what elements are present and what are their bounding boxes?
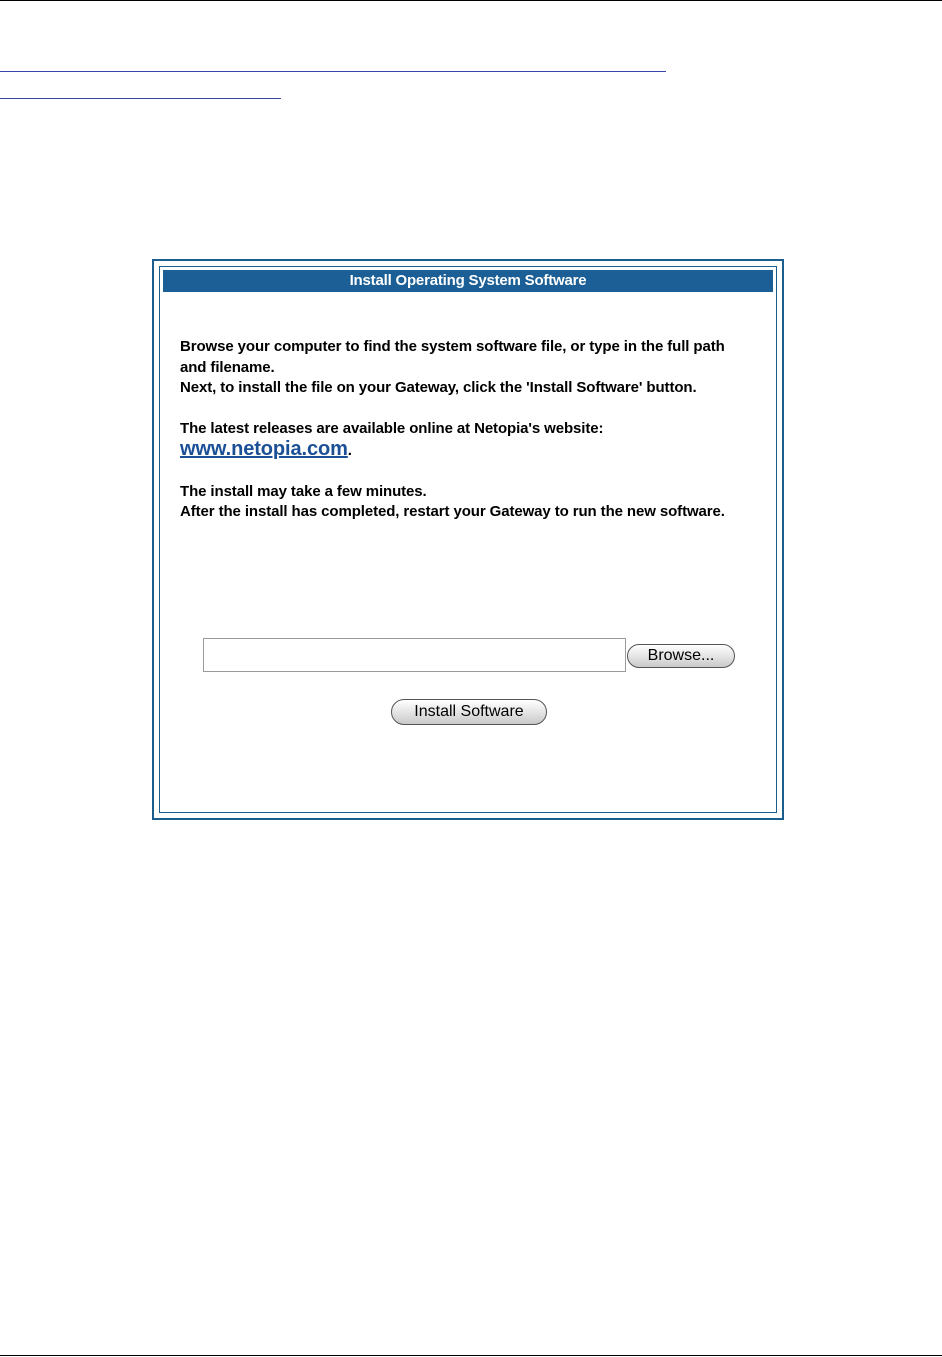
header-link-underline <box>0 98 281 99</box>
instruction-install: Next, to install the file on your Gateway, click the 'Install Software' button. <box>180 379 697 396</box>
browse-button[interactable]: Browse... <box>627 644 735 668</box>
header-link-underline <box>0 71 666 72</box>
note-duration: The install may take a few minutes. <box>180 482 427 500</box>
instruction-browse: Browse your computer to find the system software file, or type in the full path and filename. <box>180 338 725 376</box>
releases-paragraph <box>180 419 755 462</box>
page-top-rule <box>0 0 942 1</box>
note-restart: After the install has completed, restart your Gateway to run the new software. <box>180 503 725 520</box>
instructions-paragraph <box>180 337 755 399</box>
link-suffix: . <box>347 442 352 459</box>
panel-title: Install Operating System Software <box>163 270 773 292</box>
install-software-panel <box>152 259 784 820</box>
panel-instructions <box>180 337 755 543</box>
software-file-path-input[interactable] <box>203 638 626 672</box>
releases-text: The latest releases are available online at Netopia's website: <box>180 419 604 437</box>
netopia-website-link[interactable]: www.netopia.com <box>180 438 348 460</box>
notes-paragraph <box>180 482 755 523</box>
install-software-button[interactable]: Install Software <box>391 699 547 725</box>
page-bottom-rule <box>0 1355 942 1356</box>
panel-frame <box>159 266 777 813</box>
